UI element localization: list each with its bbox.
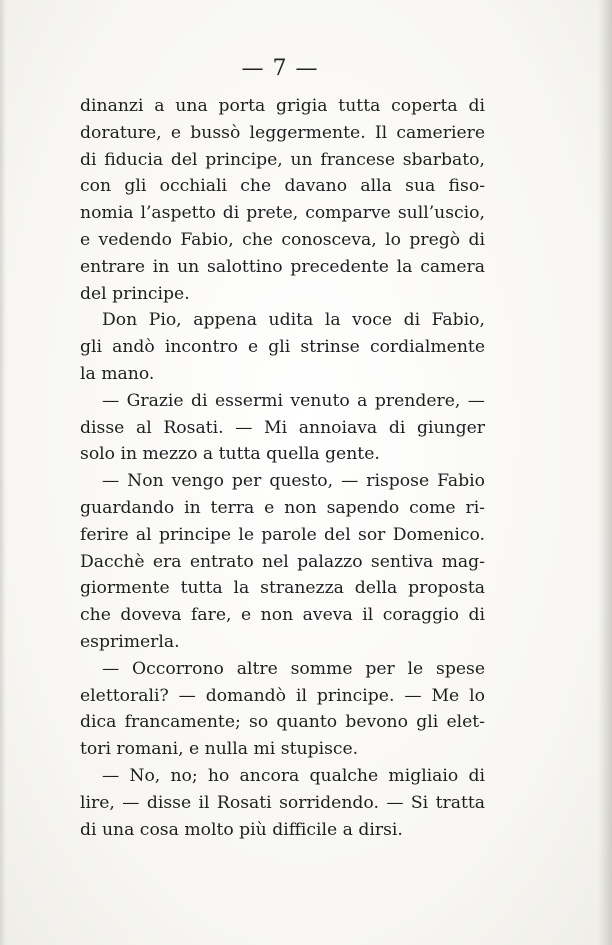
paragraph: [80, 763, 485, 843]
text-line: Don Pio, appena udita la voce di Fabio,: [102, 310, 485, 331]
text-line: dinanzi a una porta grigia tutta coperta di: [80, 96, 485, 116]
text-line: dorature, e bussò leggermente. Il cameriere: [80, 122, 485, 143]
paragraph: [80, 388, 485, 468]
text-line: che doveva fare, e non aveva il coraggio di: [80, 605, 485, 626]
text-line: lire, — disse il Rosati sorridendo. — Si tratta: [80, 792, 485, 813]
text-line: di una cosa molto più difficile a dirsi.: [80, 819, 403, 840]
text-line: tori romani, e nulla mi stupisce.: [80, 739, 359, 760]
text-line: — Occorrono altre somme per le spese: [102, 658, 485, 679]
text-line: la mano.: [80, 363, 155, 384]
text-line: nomia l’aspetto di prete, comparve sull’uscio,: [80, 203, 485, 224]
text-line: gli andò incontro e gli strinse cordialmente: [80, 337, 485, 358]
paragraph: [80, 93, 485, 307]
page-left-edge-shadow: [0, 0, 6, 945]
text-line: dica francamente; so quanto bevono gli elet-: [80, 712, 485, 733]
text-line: elettorali? — domandò il principe. — Me lo: [80, 685, 485, 706]
paragraph: [80, 307, 485, 387]
page-right-edge-shadow: [598, 0, 612, 945]
text-line: ferire al principe le parole del sor Domenico.: [80, 524, 485, 545]
text-line: entrare in un salottino precedente la camera: [80, 256, 485, 277]
text-line: solo in mezzo a tutta quella gente.: [80, 444, 380, 465]
text-line: — No, no; ho ancora qualche migliaio di: [102, 765, 485, 786]
text-line: con gli occhiali che davano alla sua fiso-: [80, 176, 485, 197]
text-line: del principe.: [80, 283, 190, 304]
paragraph: [80, 656, 485, 763]
text-line: esprimerla.: [80, 631, 180, 652]
text-line: guardando in terra e non sapendo come ri-: [80, 497, 485, 518]
text-line: — Grazie di essermi venuto a prendere, —: [102, 390, 485, 411]
text-line: — Non vengo per questo, — rispose Fabio: [102, 471, 485, 492]
text-line: e vedendo Fabio, che conosceva, lo pregò di: [80, 229, 485, 250]
body-text: [80, 93, 485, 843]
text-line: Dacchè era entrato nel palazzo sentiva mag-: [80, 551, 485, 572]
text-line: giormente tutta la stranezza della proposta: [80, 578, 485, 599]
text-line: di fiducia del principe, un francese sbarbato,: [80, 149, 485, 170]
page-number: — 7 —: [241, 56, 319, 81]
paragraph: [80, 468, 485, 656]
text-line: disse al Rosati. — Mi annoiava di giunger: [80, 417, 485, 438]
